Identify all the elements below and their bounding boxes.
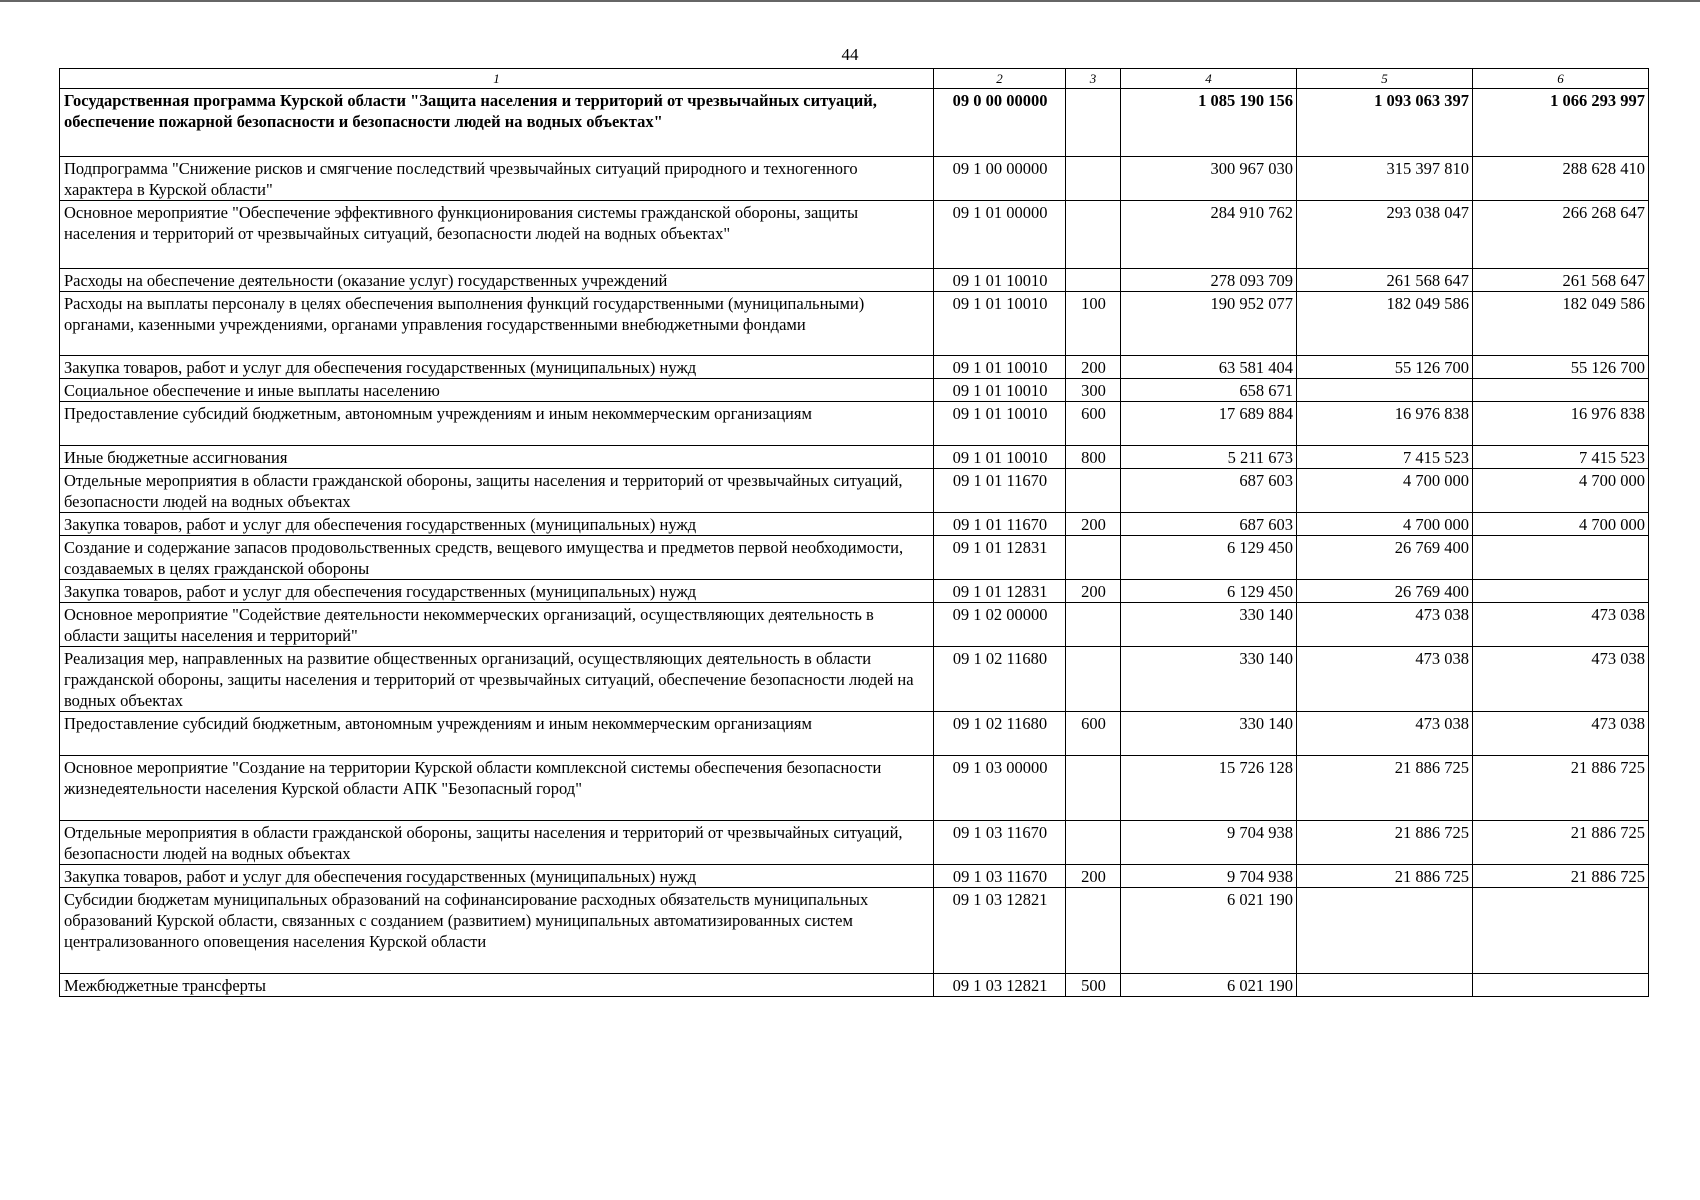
row-amount-col5: 26 769 400 (1297, 536, 1473, 580)
column-number: 4 (1121, 69, 1297, 89)
row-code: 09 1 01 10010 (934, 446, 1066, 469)
table-row (60, 89, 1649, 157)
row-amount-col6: 1 066 293 997 (1473, 89, 1649, 157)
row-code: 09 1 03 11670 (934, 865, 1066, 888)
table-row (60, 712, 1649, 756)
row-amount-col6: 21 886 725 (1473, 821, 1649, 865)
row-name: Отдельные мероприятия в области гражданской обороны, защиты населения и территорий от чрезвычайных ситуаций, безопасности людей на водных объектах (60, 821, 934, 865)
row-amount-col5: 55 126 700 (1297, 356, 1473, 379)
row-expense-type: 600 (1066, 402, 1121, 446)
row-amount-col6: 16 976 838 (1473, 402, 1649, 446)
row-amount-col6: 21 886 725 (1473, 865, 1649, 888)
row-expense-type (1066, 469, 1121, 513)
table-row (60, 974, 1649, 997)
row-amount-col6: 261 568 647 (1473, 269, 1649, 292)
table-row (60, 821, 1649, 865)
table-row (60, 865, 1649, 888)
row-code: 09 1 02 11680 (934, 712, 1066, 756)
row-amount-col4: 9 704 938 (1121, 821, 1297, 865)
table-row (60, 888, 1649, 974)
row-amount-col6: 473 038 (1473, 647, 1649, 712)
table-row (60, 513, 1649, 536)
row-amount-col6: 266 268 647 (1473, 201, 1649, 269)
table-row (60, 580, 1649, 603)
table-row (60, 402, 1649, 446)
row-name: Закупка товаров, работ и услуг для обеспечения государственных (муниципальных) нужд (60, 580, 934, 603)
row-name: Расходы на выплаты персоналу в целях обеспечения выполнения функций государственными (муниципальными) органами, казенными учреждениями, органами управления государственными внебюджетными фондами (60, 292, 934, 356)
row-expense-type: 200 (1066, 513, 1121, 536)
table-body (60, 89, 1649, 997)
row-amount-col5: 21 886 725 (1297, 821, 1473, 865)
row-name: Иные бюджетные ассигнования (60, 446, 934, 469)
row-amount-col4: 278 093 709 (1121, 269, 1297, 292)
row-expense-type: 300 (1066, 379, 1121, 402)
row-expense-type (1066, 269, 1121, 292)
row-code: 09 1 01 11670 (934, 513, 1066, 536)
row-expense-type: 100 (1066, 292, 1121, 356)
row-amount-col5: 473 038 (1297, 603, 1473, 647)
row-amount-col6: 182 049 586 (1473, 292, 1649, 356)
row-name: Создание и содержание запасов продовольственных средств, вещевого имущества и предметов первой необходимости, создаваемых в целях гражданской обороны (60, 536, 934, 580)
table-row (60, 536, 1649, 580)
row-amount-col4: 330 140 (1121, 712, 1297, 756)
row-amount-col5: 473 038 (1297, 712, 1473, 756)
row-amount-col4: 6 129 450 (1121, 536, 1297, 580)
row-name: Предоставление субсидий бюджетным, автономным учреждениям и иным некоммерческим организациям (60, 402, 934, 446)
row-amount-col6: 4 700 000 (1473, 513, 1649, 536)
row-code: 09 1 01 10010 (934, 379, 1066, 402)
row-code: 09 1 03 12821 (934, 888, 1066, 974)
row-code: 09 1 02 11680 (934, 647, 1066, 712)
row-amount-col4: 330 140 (1121, 603, 1297, 647)
row-amount-col6 (1473, 974, 1649, 997)
row-amount-col6 (1473, 536, 1649, 580)
row-name: Государственная программа Курской области "Защита населения и территорий от чрезвычайных ситуаций, обеспечение пожарной безопасности и безопасности людей на водных объектах" (60, 89, 934, 157)
row-code: 09 1 03 12821 (934, 974, 1066, 997)
row-amount-col4: 687 603 (1121, 469, 1297, 513)
row-amount-col5: 293 038 047 (1297, 201, 1473, 269)
row-code: 09 1 01 12831 (934, 536, 1066, 580)
budget-sheet (59, 68, 1648, 997)
row-amount-col5: 315 397 810 (1297, 157, 1473, 201)
row-name: Отдельные мероприятия в области гражданской обороны, защиты населения и территорий от чрезвычайных ситуаций, безопасности людей на водных объектах (60, 469, 934, 513)
row-expense-type: 200 (1066, 865, 1121, 888)
row-expense-type (1066, 157, 1121, 201)
row-name: Основное мероприятие "Содействие деятельности некоммерческих организаций, осуществляющих деятельность в области защиты населения и территорий" (60, 603, 934, 647)
row-code: 09 1 01 12831 (934, 580, 1066, 603)
row-amount-col5: 261 568 647 (1297, 269, 1473, 292)
row-expense-type (1066, 89, 1121, 157)
row-expense-type: 200 (1066, 580, 1121, 603)
row-name: Основное мероприятие "Обеспечение эффективного функционирования системы гражданской обороны, защиты населения и территорий от чрезвычайных ситуаций, безопасности людей на водных объектах" (60, 201, 934, 269)
row-amount-col4: 6 129 450 (1121, 580, 1297, 603)
row-expense-type (1066, 647, 1121, 712)
top-rule (0, 0, 1700, 2)
row-amount-col4: 190 952 077 (1121, 292, 1297, 356)
row-amount-col4: 284 910 762 (1121, 201, 1297, 269)
row-expense-type: 500 (1066, 974, 1121, 997)
row-amount-col6: 473 038 (1473, 712, 1649, 756)
row-amount-col4: 330 140 (1121, 647, 1297, 712)
row-code: 09 1 01 11670 (934, 469, 1066, 513)
row-amount-col6: 7 415 523 (1473, 446, 1649, 469)
row-amount-col5: 16 976 838 (1297, 402, 1473, 446)
row-code: 09 1 03 00000 (934, 756, 1066, 821)
table-row (60, 379, 1649, 402)
row-amount-col4: 658 671 (1121, 379, 1297, 402)
table-row (60, 269, 1649, 292)
row-name: Основное мероприятие "Создание на территории Курской области комплексной системы обеспечения безопасности жизнедеятельности населения Курской области АПК "Безопасный город" (60, 756, 934, 821)
row-amount-col4: 15 726 128 (1121, 756, 1297, 821)
column-number-row (60, 69, 1649, 89)
row-name: Закупка товаров, работ и услуг для обеспечения государственных (муниципальных) нужд (60, 356, 934, 379)
row-code: 09 1 03 11670 (934, 821, 1066, 865)
row-code: 09 1 01 10010 (934, 356, 1066, 379)
row-expense-type (1066, 756, 1121, 821)
row-amount-col4: 5 211 673 (1121, 446, 1297, 469)
row-amount-col4: 17 689 884 (1121, 402, 1297, 446)
row-code: 09 1 02 00000 (934, 603, 1066, 647)
row-expense-type: 800 (1066, 446, 1121, 469)
column-number: 3 (1066, 69, 1121, 89)
row-amount-col5: 21 886 725 (1297, 756, 1473, 821)
table-row (60, 469, 1649, 513)
row-amount-col5: 473 038 (1297, 647, 1473, 712)
page-number: 44 (841, 45, 859, 64)
table-row (60, 201, 1649, 269)
row-code: 09 0 00 00000 (934, 89, 1066, 157)
row-expense-type: 600 (1066, 712, 1121, 756)
row-expense-type (1066, 821, 1121, 865)
budget-table (59, 68, 1649, 997)
table-row (60, 356, 1649, 379)
row-expense-type (1066, 201, 1121, 269)
row-amount-col4: 6 021 190 (1121, 974, 1297, 997)
row-code: 09 1 01 00000 (934, 201, 1066, 269)
row-name: Закупка товаров, работ и услуг для обеспечения государственных (муниципальных) нужд (60, 513, 934, 536)
row-name: Субсидии бюджетам муниципальных образований на софинансирование расходных обязательств муниципальных образований Курской области, связанных с созданием (развитием) муниципальных автоматизированных систем централизованного оповещения населения Курской области (60, 888, 934, 974)
row-amount-col6: 288 628 410 (1473, 157, 1649, 201)
row-amount-col5 (1297, 888, 1473, 974)
row-amount-col6 (1473, 580, 1649, 603)
row-amount-col5: 182 049 586 (1297, 292, 1473, 356)
row-amount-col4: 9 704 938 (1121, 865, 1297, 888)
row-name: Расходы на обеспечение деятельности (оказание услуг) государственных учреждений (60, 269, 934, 292)
column-number: 6 (1473, 69, 1649, 89)
row-amount-col6: 55 126 700 (1473, 356, 1649, 379)
row-amount-col6: 473 038 (1473, 603, 1649, 647)
row-code: 09 1 01 10010 (934, 402, 1066, 446)
row-expense-type (1066, 603, 1121, 647)
row-name: Подпрограмма "Снижение рисков и смягчение последствий чрезвычайных ситуаций природного и техногенного характера в Курской области" (60, 157, 934, 201)
row-amount-col5: 26 769 400 (1297, 580, 1473, 603)
row-amount-col5 (1297, 379, 1473, 402)
row-amount-col5: 4 700 000 (1297, 513, 1473, 536)
column-number: 5 (1297, 69, 1473, 89)
table-row (60, 647, 1649, 712)
row-amount-col5: 21 886 725 (1297, 865, 1473, 888)
row-amount-col6 (1473, 379, 1649, 402)
row-amount-col4: 687 603 (1121, 513, 1297, 536)
table-row (60, 446, 1649, 469)
row-expense-type (1066, 536, 1121, 580)
row-name: Социальное обеспечение и иные выплаты населению (60, 379, 934, 402)
row-name: Закупка товаров, работ и услуг для обеспечения государственных (муниципальных) нужд (60, 865, 934, 888)
row-expense-type: 200 (1066, 356, 1121, 379)
row-amount-col4: 1 085 190 156 (1121, 89, 1297, 157)
table-row (60, 157, 1649, 201)
table-row (60, 292, 1649, 356)
row-amount-col5: 1 093 063 397 (1297, 89, 1473, 157)
row-amount-col4: 300 967 030 (1121, 157, 1297, 201)
row-amount-col6 (1473, 888, 1649, 974)
row-amount-col5: 4 700 000 (1297, 469, 1473, 513)
row-name: Межбюджетные трансферты (60, 974, 934, 997)
row-amount-col5: 7 415 523 (1297, 446, 1473, 469)
row-code: 09 1 01 10010 (934, 269, 1066, 292)
row-code: 09 1 00 00000 (934, 157, 1066, 201)
column-number: 2 (934, 69, 1066, 89)
row-name: Реализация мер, направленных на развитие общественных организаций, осуществляющих деятельность в области гражданской обороны, защиты населения и территорий от чрезвычайных ситуаций, обеспечение безопасности людей на водных объектах (60, 647, 934, 712)
table-row (60, 756, 1649, 821)
row-amount-col5 (1297, 974, 1473, 997)
row-amount-col4: 63 581 404 (1121, 356, 1297, 379)
row-amount-col6: 21 886 725 (1473, 756, 1649, 821)
row-amount-col4: 6 021 190 (1121, 888, 1297, 974)
table-row (60, 603, 1649, 647)
row-name: Предоставление субсидий бюджетным, автономным учреждениям и иным некоммерческим организациям (60, 712, 934, 756)
row-expense-type (1066, 888, 1121, 974)
row-code: 09 1 01 10010 (934, 292, 1066, 356)
row-amount-col6: 4 700 000 (1473, 469, 1649, 513)
column-number: 1 (60, 69, 934, 89)
